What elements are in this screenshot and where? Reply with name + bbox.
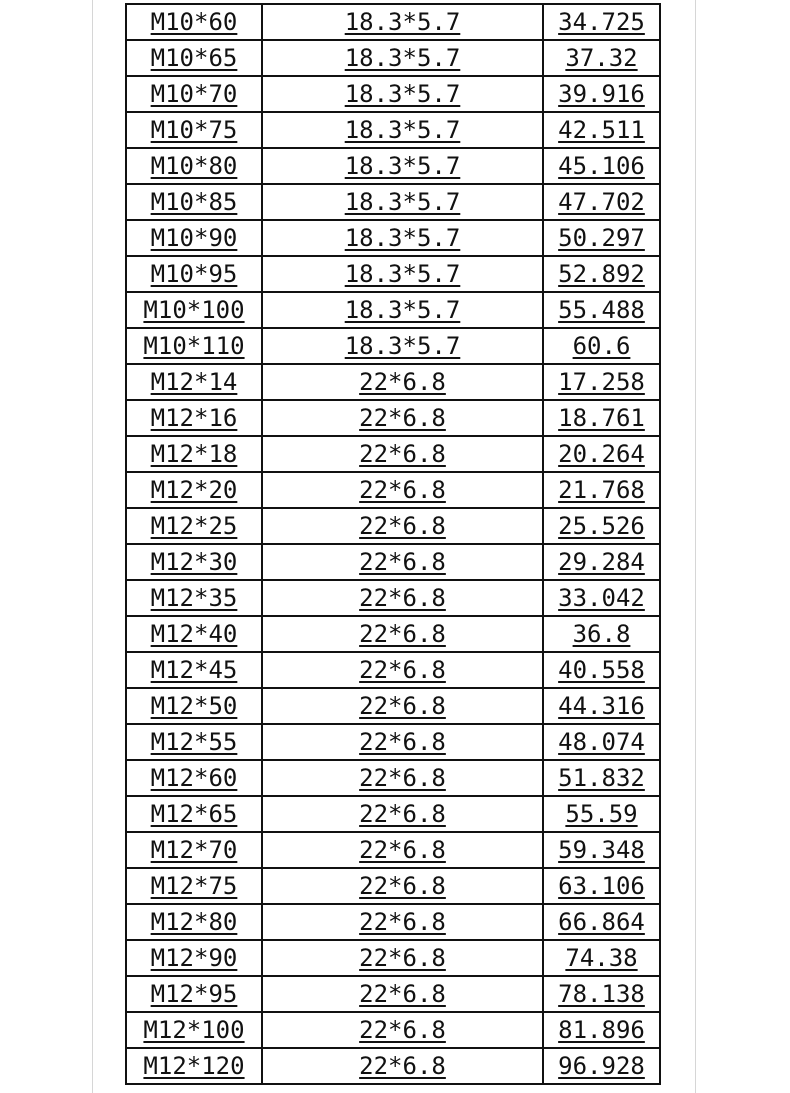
head-dimension-cell (262, 328, 543, 364)
head-dimension-cell-text: 22*6.8 (359, 656, 446, 684)
head-dimension-cell-text: 22*6.8 (359, 548, 446, 576)
bolt-size-cell-text: M10*85 (150, 188, 238, 216)
head-dimension-cell-text: 22*6.8 (359, 944, 446, 972)
bolt-size-cell (126, 472, 262, 508)
weight-cell-text: 20.264 (558, 440, 645, 468)
weight-cell-text: 17.258 (558, 368, 645, 396)
bolt-size-cell-text: M12*60 (150, 764, 238, 792)
bolt-size-cell-text: M12*70 (150, 836, 238, 864)
bolt-size-cell-text: M12*50 (150, 692, 238, 720)
weight-cell-text: 29.284 (558, 548, 645, 576)
head-dimension-cell-text: 18.3*5.7 (344, 80, 461, 108)
bolt-size-cell (126, 292, 262, 328)
bolt-size-cell-text: M10*75 (150, 116, 238, 144)
head-dimension-cell (262, 868, 543, 904)
weight-cell (543, 508, 660, 544)
weight-cell (543, 472, 660, 508)
bolt-size-cell-text: M12*30 (150, 548, 238, 576)
table-row (126, 796, 660, 832)
head-dimension-cell-text: 22*6.8 (359, 440, 446, 468)
head-dimension-cell (262, 832, 543, 868)
head-dimension-cell (262, 4, 543, 40)
head-dimension-cell-text: 22*6.8 (359, 368, 446, 396)
head-dimension-cell-text: 22*6.8 (359, 800, 446, 828)
bolt-spec-table (125, 3, 661, 1085)
head-dimension-cell-text: 22*6.8 (359, 584, 446, 612)
weight-cell-text: 50.297 (558, 224, 645, 252)
table-row (126, 4, 660, 40)
weight-cell-text: 40.558 (558, 656, 645, 684)
weight-cell-text: 63.106 (558, 872, 645, 900)
weight-cell (543, 616, 660, 652)
table-row (126, 976, 660, 1012)
weight-cell-text: 55.59 (565, 800, 638, 828)
page-border-right (695, 0, 696, 1093)
weight-cell-text: 60.6 (572, 332, 631, 360)
weight-cell (543, 544, 660, 580)
head-dimension-cell (262, 220, 543, 256)
bolt-size-cell-text: M12*75 (150, 872, 238, 900)
weight-cell (543, 904, 660, 940)
bolt-size-cell (126, 940, 262, 976)
bolt-size-cell (126, 976, 262, 1012)
head-dimension-cell-text: 22*6.8 (359, 404, 446, 432)
bolt-size-cell (126, 544, 262, 580)
table-row (126, 940, 660, 976)
head-dimension-cell (262, 508, 543, 544)
weight-cell-text: 47.702 (558, 188, 645, 216)
bolt-size-cell (126, 256, 262, 292)
head-dimension-cell (262, 544, 543, 580)
bolt-size-cell-text: M12*65 (150, 800, 238, 828)
weight-cell (543, 976, 660, 1012)
head-dimension-cell (262, 40, 543, 76)
bolt-size-cell (126, 760, 262, 796)
table-row (126, 904, 660, 940)
table-row (126, 400, 660, 436)
weight-cell (543, 832, 660, 868)
weight-cell (543, 796, 660, 832)
head-dimension-cell (262, 472, 543, 508)
bolt-size-cell (126, 1012, 262, 1048)
bolt-size-cell (126, 868, 262, 904)
table-row (126, 652, 660, 688)
bolt-size-cell (126, 508, 262, 544)
bolt-size-cell-text: M12*95 (150, 980, 238, 1008)
head-dimension-cell (262, 1012, 543, 1048)
head-dimension-cell (262, 1048, 543, 1084)
table-row (126, 508, 660, 544)
weight-cell-text: 48.074 (558, 728, 645, 756)
head-dimension-cell-text: 18.3*5.7 (344, 188, 461, 216)
table-row (126, 148, 660, 184)
weight-cell (543, 4, 660, 40)
head-dimension-cell (262, 580, 543, 616)
table-row (126, 76, 660, 112)
weight-cell-text: 52.892 (558, 260, 645, 288)
table-row (126, 184, 660, 220)
head-dimension-cell (262, 184, 543, 220)
bolt-size-cell-text: M10*90 (150, 224, 238, 252)
weight-cell (543, 868, 660, 904)
head-dimension-cell-text: 22*6.8 (359, 728, 446, 756)
bolt-size-cell-text: M12*25 (150, 512, 238, 540)
bolt-size-cell (126, 832, 262, 868)
weight-cell (543, 40, 660, 76)
head-dimension-cell-text: 18.3*5.7 (344, 260, 461, 288)
weight-cell-text: 51.832 (558, 764, 645, 792)
bolt-size-cell-text: M10*65 (150, 44, 238, 72)
head-dimension-cell-text: 22*6.8 (359, 836, 446, 864)
head-dimension-cell (262, 616, 543, 652)
weight-cell-text: 74.38 (565, 944, 638, 972)
table-row (126, 364, 660, 400)
head-dimension-cell (262, 76, 543, 112)
bolt-size-cell (126, 76, 262, 112)
head-dimension-cell-text: 18.3*5.7 (344, 8, 461, 36)
weight-cell (543, 112, 660, 148)
table-row (126, 292, 660, 328)
table-row (126, 220, 660, 256)
bolt-size-cell-text: M12*120 (143, 1052, 245, 1080)
weight-cell (543, 760, 660, 796)
head-dimension-cell-text: 18.3*5.7 (344, 116, 461, 144)
weight-cell-text: 45.106 (558, 152, 645, 180)
head-dimension-cell-text: 22*6.8 (359, 908, 446, 936)
weight-cell-text: 59.348 (558, 836, 645, 864)
bolt-size-cell-text: M10*95 (150, 260, 238, 288)
head-dimension-cell-text: 22*6.8 (359, 1016, 446, 1044)
table-row (126, 868, 660, 904)
weight-cell (543, 184, 660, 220)
table-row (126, 328, 660, 364)
weight-cell (543, 436, 660, 472)
bolt-size-cell-text: M12*14 (150, 368, 238, 396)
head-dimension-cell-text: 22*6.8 (359, 980, 446, 1008)
weight-cell (543, 652, 660, 688)
bolt-size-cell-text: M12*80 (150, 908, 238, 936)
weight-cell (543, 76, 660, 112)
head-dimension-cell (262, 724, 543, 760)
table-row (126, 112, 660, 148)
table-row (126, 580, 660, 616)
table-row (126, 40, 660, 76)
bolt-size-cell (126, 112, 262, 148)
bolt-size-cell-text: M12*90 (150, 944, 238, 972)
head-dimension-cell (262, 112, 543, 148)
weight-cell-text: 42.511 (558, 116, 645, 144)
weight-cell-text: 25.526 (558, 512, 645, 540)
bolt-size-cell-text: M10*110 (143, 332, 245, 360)
table-row (126, 616, 660, 652)
head-dimension-cell (262, 364, 543, 400)
table-row (126, 688, 660, 724)
head-dimension-cell (262, 688, 543, 724)
weight-cell (543, 724, 660, 760)
weight-cell-text: 39.916 (558, 80, 645, 108)
bolt-size-cell (126, 652, 262, 688)
weight-cell (543, 256, 660, 292)
head-dimension-cell (262, 904, 543, 940)
head-dimension-cell (262, 256, 543, 292)
head-dimension-cell-text: 22*6.8 (359, 476, 446, 504)
weight-cell-text: 81.896 (558, 1016, 645, 1044)
bolt-size-cell-text: M12*40 (150, 620, 238, 648)
weight-cell-text: 66.864 (558, 908, 645, 936)
head-dimension-cell-text: 22*6.8 (359, 512, 446, 540)
page-border-left (92, 0, 93, 1093)
bolt-size-cell (126, 400, 262, 436)
weight-cell (543, 1012, 660, 1048)
weight-cell-text: 96.928 (558, 1052, 645, 1080)
table-row (126, 1048, 660, 1084)
table-row (126, 760, 660, 796)
head-dimension-cell-text: 22*6.8 (359, 1052, 446, 1080)
weight-cell-text: 21.768 (558, 476, 645, 504)
bolt-size-cell-text: M10*70 (150, 80, 238, 108)
table-row (126, 472, 660, 508)
bolt-size-cell (126, 796, 262, 832)
head-dimension-cell (262, 436, 543, 472)
weight-cell-text: 78.138 (558, 980, 645, 1008)
head-dimension-cell (262, 292, 543, 328)
bolt-size-cell-text: M10*80 (150, 152, 238, 180)
bolt-size-cell (126, 4, 262, 40)
head-dimension-cell (262, 796, 543, 832)
bolt-size-cell-text: M12*20 (150, 476, 238, 504)
table-row (126, 724, 660, 760)
weight-cell (543, 292, 660, 328)
head-dimension-cell-text: 18.3*5.7 (344, 296, 461, 324)
head-dimension-cell-text: 18.3*5.7 (344, 224, 461, 252)
spec-table-body (126, 4, 660, 1084)
table-row (126, 436, 660, 472)
weight-cell-text: 36.8 (572, 620, 631, 648)
bolt-size-cell-text: M12*18 (150, 440, 238, 468)
table-row (126, 544, 660, 580)
head-dimension-cell-text: 18.3*5.7 (344, 332, 461, 360)
weight-cell (543, 400, 660, 436)
weight-cell-text: 33.042 (558, 584, 645, 612)
weight-cell-text: 44.316 (558, 692, 645, 720)
head-dimension-cell-text: 22*6.8 (359, 872, 446, 900)
bolt-size-cell (126, 580, 262, 616)
table-row (126, 832, 660, 868)
bolt-size-cell-text: M12*100 (143, 1016, 245, 1044)
bolt-size-cell (126, 688, 262, 724)
weight-cell (543, 364, 660, 400)
weight-cell (543, 328, 660, 364)
table-row (126, 256, 660, 292)
table-row (126, 1012, 660, 1048)
bolt-size-cell-text: M12*45 (150, 656, 238, 684)
head-dimension-cell-text: 18.3*5.7 (344, 44, 461, 72)
weight-cell (543, 1048, 660, 1084)
bolt-size-cell (126, 328, 262, 364)
weight-cell-text: 55.488 (558, 296, 645, 324)
bolt-size-cell (126, 40, 262, 76)
head-dimension-cell (262, 976, 543, 1012)
bolt-size-cell (126, 616, 262, 652)
weight-cell (543, 220, 660, 256)
bolt-size-cell (126, 184, 262, 220)
weight-cell (543, 940, 660, 976)
bolt-size-cell (126, 220, 262, 256)
weight-cell (543, 688, 660, 724)
bolt-size-cell-text: M12*16 (150, 404, 238, 432)
bolt-size-cell-text: M12*55 (150, 728, 238, 756)
bolt-size-cell (126, 1048, 262, 1084)
head-dimension-cell (262, 940, 543, 976)
head-dimension-cell (262, 652, 543, 688)
head-dimension-cell-text: 22*6.8 (359, 620, 446, 648)
head-dimension-cell (262, 148, 543, 184)
bolt-size-cell (126, 364, 262, 400)
head-dimension-cell-text: 22*6.8 (359, 692, 446, 720)
weight-cell (543, 580, 660, 616)
head-dimension-cell (262, 760, 543, 796)
weight-cell-text: 18.761 (558, 404, 645, 432)
weight-cell-text: 34.725 (558, 8, 645, 36)
bolt-size-cell-text: M10*60 (150, 8, 238, 36)
head-dimension-cell-text: 18.3*5.7 (344, 152, 461, 180)
bolt-size-cell-text: M12*35 (150, 584, 238, 612)
bolt-size-cell-text: M10*100 (143, 296, 245, 324)
bolt-size-cell (126, 904, 262, 940)
head-dimension-cell-text: 22*6.8 (359, 764, 446, 792)
bolt-size-cell (126, 724, 262, 760)
weight-cell-text: 37.32 (565, 44, 638, 72)
bolt-size-cell (126, 148, 262, 184)
weight-cell (543, 148, 660, 184)
head-dimension-cell (262, 400, 543, 436)
bolt-size-cell (126, 436, 262, 472)
